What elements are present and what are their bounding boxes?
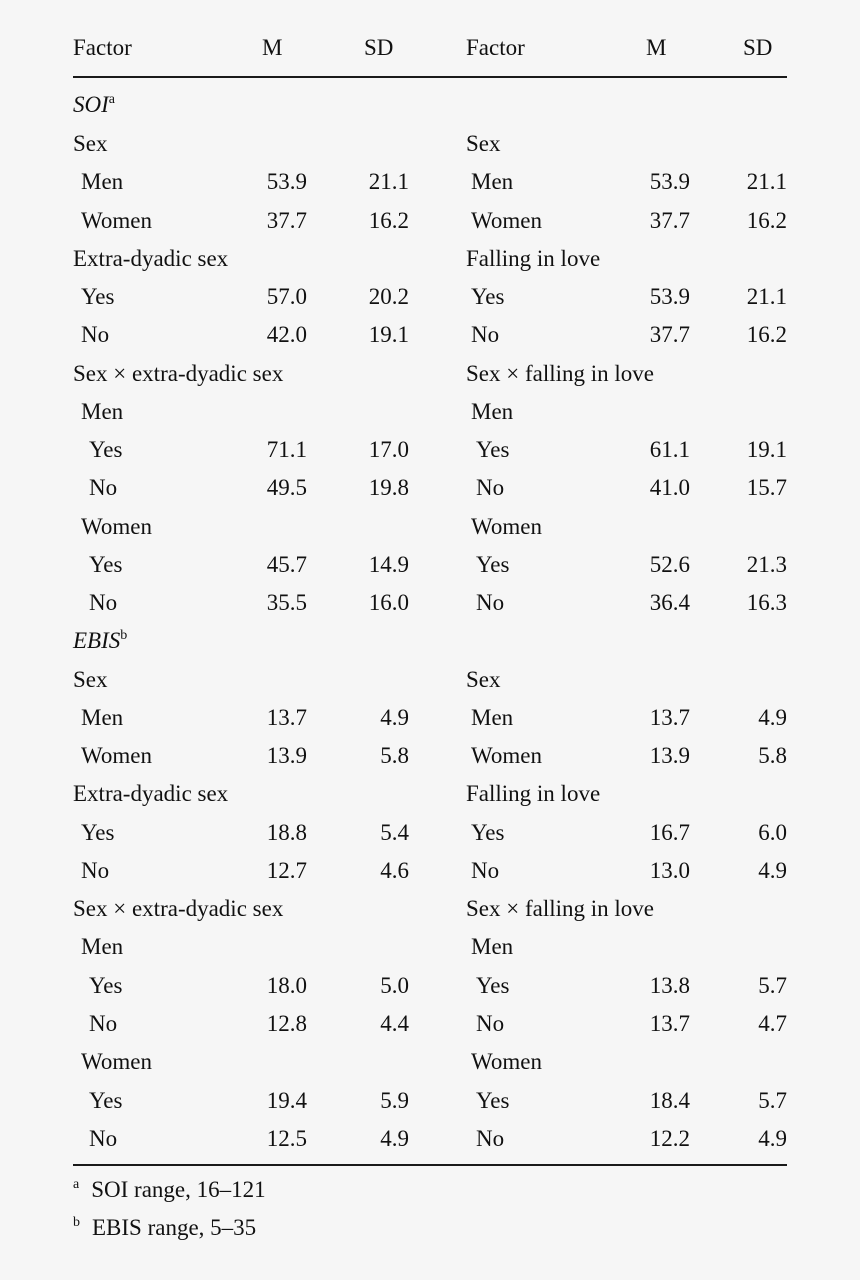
mean-value: 42.0 (266, 322, 307, 347)
mean-value: 71.1 (266, 437, 307, 462)
factor-label: Sex × extra-dyadic sex (73, 361, 284, 386)
mean-value: 12.2 (649, 1126, 690, 1151)
sd-value: 4.9 (758, 858, 787, 883)
table-row (0, 591, 860, 629)
table-row (0, 170, 860, 208)
level-label: Yes (471, 820, 505, 845)
factor-label: Sex × falling in love (466, 361, 654, 386)
sd-value: 15.7 (746, 475, 787, 500)
table-row (0, 438, 860, 476)
factor-label: Falling in love (466, 246, 601, 271)
level-label: Yes (476, 973, 510, 998)
group-label: Men (471, 399, 514, 424)
footnote-b: $^b$ EBIS range, 5–35 (73, 1215, 257, 1240)
table-row (0, 859, 860, 897)
level-label: Yes (89, 1088, 123, 1113)
table-row (0, 285, 860, 323)
sd-value: 16.2 (368, 208, 409, 233)
header-sd-right: SD (743, 35, 773, 60)
group-label: Women (81, 514, 152, 539)
sd-value: 4.7 (758, 1011, 787, 1036)
group-label: Men (81, 399, 124, 424)
level-label: Women (471, 208, 542, 233)
mean-value: 12.7 (266, 858, 307, 883)
level-label: Yes (476, 1088, 510, 1113)
sd-value: 5.7 (758, 973, 787, 998)
mean-value: 52.6 (649, 552, 690, 577)
factor-label: Extra-dyadic sex (73, 781, 229, 806)
table-row (0, 897, 860, 935)
group-label: Women (471, 514, 542, 539)
table-row (0, 1050, 860, 1088)
mean-value: 19.4 (266, 1088, 307, 1113)
mean-value: 13.9 (649, 743, 690, 768)
mean-value: 13.8 (649, 973, 690, 998)
table-row (0, 476, 860, 514)
sd-value: 21.1 (746, 169, 787, 194)
table-row (0, 400, 860, 438)
sd-value: 4.9 (380, 705, 409, 730)
mean-value: 13.7 (266, 705, 307, 730)
level-label: No (476, 590, 505, 615)
table-row (0, 668, 860, 706)
sd-value: 17.0 (368, 437, 409, 462)
level-label: No (89, 1126, 118, 1151)
mean-value: 45.7 (266, 552, 307, 577)
factor-label: Sex (466, 667, 501, 692)
level-label: Yes (476, 437, 510, 462)
mean-value: 16.7 (649, 820, 690, 845)
table-row (0, 1089, 860, 1127)
level-label: No (476, 1011, 505, 1036)
level-label: Yes (89, 552, 123, 577)
table-row (0, 974, 860, 1012)
table-row (0, 209, 860, 247)
mean-value: 13.7 (649, 1011, 690, 1036)
mean-value: 13.0 (649, 858, 690, 883)
header-m-right: M (646, 35, 667, 60)
top-rule (73, 76, 787, 78)
mean-value: 18.0 (266, 973, 307, 998)
sd-value: 16.3 (746, 590, 787, 615)
mean-value: 61.1 (649, 437, 690, 462)
sd-value: 4.6 (380, 858, 409, 883)
sd-value: 5.7 (758, 1088, 787, 1113)
mean-value: 49.5 (266, 475, 307, 500)
table-row (0, 132, 860, 170)
table-row (0, 706, 860, 744)
table-row (0, 515, 860, 553)
table-row (0, 744, 860, 782)
mean-value: 13.7 (649, 705, 690, 730)
level-label: Yes (476, 552, 510, 577)
level-label: No (89, 1011, 118, 1036)
sd-value: 4.9 (380, 1126, 409, 1151)
level-label: Yes (89, 437, 123, 462)
mean-value: 12.8 (266, 1011, 307, 1036)
level-label: Men (81, 169, 124, 194)
group-label: Men (81, 934, 124, 959)
level-label: No (471, 322, 500, 347)
mean-value: 18.4 (649, 1088, 690, 1113)
table-row (0, 1012, 860, 1050)
sd-value: 5.8 (380, 743, 409, 768)
group-label: Women (81, 1049, 152, 1074)
mean-value: 13.9 (266, 743, 307, 768)
level-label: Yes (81, 820, 115, 845)
sd-value: 4.9 (758, 705, 787, 730)
level-label: Yes (81, 284, 115, 309)
sd-value: 16.2 (746, 322, 787, 347)
table-row (0, 323, 860, 361)
level-label: No (81, 858, 110, 883)
header-factor-right: Factor (466, 35, 525, 60)
factor-label: Sex × extra-dyadic sex (73, 896, 284, 921)
sd-value: 4.4 (380, 1011, 409, 1036)
level-label: Men (471, 169, 514, 194)
sd-value: 5.8 (758, 743, 787, 768)
header-factor-left: Factor (73, 35, 132, 60)
sd-value: 6.0 (758, 820, 787, 845)
bottom-rule (73, 1164, 787, 1166)
factor-label: Sex (73, 667, 108, 692)
sd-value: 5.4 (380, 820, 409, 845)
table-row (0, 362, 860, 400)
sd-value: 5.9 (380, 1088, 409, 1113)
group-label: Men (471, 934, 514, 959)
factor-label: Sex (73, 131, 108, 156)
mean-value: 37.7 (649, 208, 690, 233)
mean-value: 12.5 (266, 1126, 307, 1151)
mean-value: 41.0 (649, 475, 690, 500)
mean-value: 53.9 (649, 284, 690, 309)
mean-value: 53.9 (649, 169, 690, 194)
section-title-row (0, 629, 860, 667)
factor-label: Sex (466, 131, 501, 156)
mean-value: 35.5 (266, 590, 307, 615)
sd-value: 21.1 (746, 284, 787, 309)
factor-label: Extra-dyadic sex (73, 246, 229, 271)
sd-value: 19.1 (368, 322, 409, 347)
level-label: Yes (471, 284, 505, 309)
level-label: No (476, 1126, 505, 1151)
level-label: No (89, 590, 118, 615)
section-title-row (0, 93, 860, 131)
sd-value: 5.0 (380, 973, 409, 998)
level-label: No (89, 475, 118, 500)
table-header (0, 36, 860, 74)
section-title-soi: SOI$^a$ (73, 92, 115, 117)
mean-value: 57.0 (266, 284, 307, 309)
table-row (0, 1127, 860, 1165)
table-row (0, 935, 860, 973)
mean-value: 37.7 (266, 208, 307, 233)
table-row (0, 553, 860, 591)
group-label: Women (471, 1049, 542, 1074)
sd-value: 21.1 (368, 169, 409, 194)
sd-value: 16.0 (368, 590, 409, 615)
level-label: Women (81, 743, 152, 768)
table-row (0, 821, 860, 859)
factor-label: Sex × falling in love (466, 896, 654, 921)
footnote-a: $^a$ SOI range, 16–121 (73, 1177, 266, 1202)
header-sd-left: SD (364, 35, 394, 60)
table-row (0, 782, 860, 820)
mean-value: 18.8 (266, 820, 307, 845)
section-title-ebis: EBIS$^b$ (73, 628, 128, 653)
sd-value: 19.8 (368, 475, 409, 500)
level-label: No (81, 322, 110, 347)
level-label: Women (81, 208, 152, 233)
level-label: No (476, 475, 505, 500)
sd-value: 16.2 (746, 208, 787, 233)
factor-label: Falling in love (466, 781, 601, 806)
level-label: Women (471, 743, 542, 768)
mean-value: 37.7 (649, 322, 690, 347)
level-label: No (471, 858, 500, 883)
level-label: Men (471, 705, 514, 730)
sd-value: 20.2 (368, 284, 409, 309)
sd-value: 21.3 (746, 552, 787, 577)
table-row (0, 247, 860, 285)
sd-value: 14.9 (368, 552, 409, 577)
level-label: Men (81, 705, 124, 730)
level-label: Yes (89, 973, 123, 998)
sd-value: 19.1 (746, 437, 787, 462)
sd-value: 4.9 (758, 1126, 787, 1151)
mean-value: 36.4 (649, 590, 690, 615)
header-m-left: M (262, 35, 283, 60)
mean-value: 53.9 (266, 169, 307, 194)
